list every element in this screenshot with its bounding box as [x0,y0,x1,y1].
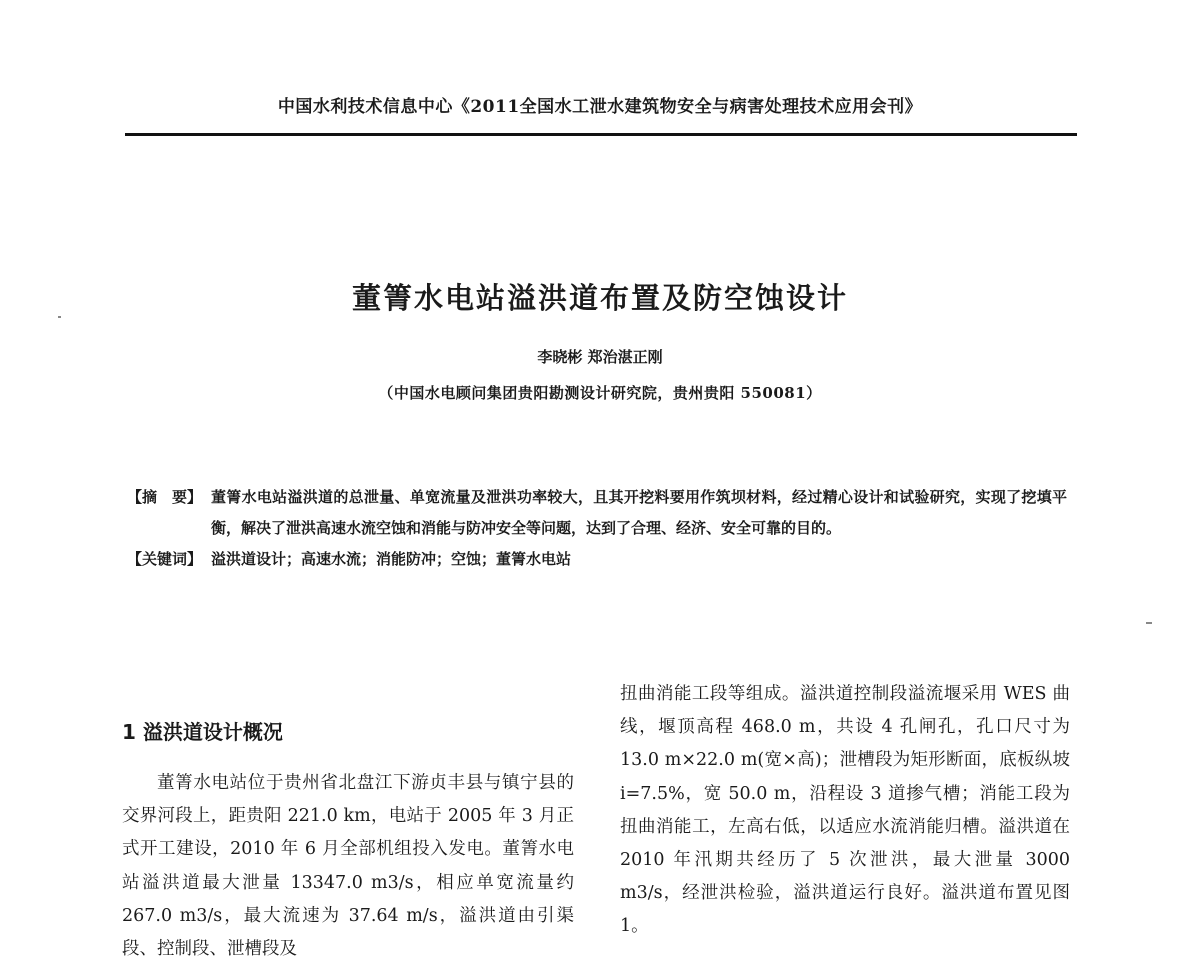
keywords-label: 【关键词】 [127,550,203,568]
keywords-row [127,544,1067,575]
abstract-text: 董箐水电站溢洪道的总泄量、单宽流量及泄洪功率较大，且其开挖料要用作筑坝材料，经过精心设计和试验研究，实现了挖填平衡，解决了泄洪高速水流空蚀和消能与防冲安全等问题，达到了合理、经济、安全可靠的目的。 [211,488,1067,537]
right-column [620,678,1070,944]
section-heading: 1 溢洪道设计概况 [122,720,283,744]
scan-speck [58,316,61,318]
abstract-block [127,482,1067,575]
paper-title: 董箐水电站溢洪道布置及防空蚀设计 [351,281,848,315]
abstract-label: 【摘 要】 [127,488,203,506]
abstract-row [127,482,1067,544]
body-paragraph-left: 董箐水电站位于贵州省北盘江下游贞丰县与镇宁县的交界河段上，距贵阳 221.0 km，电站于 2005 年 3 月正式开工建设，2010 年 6 月全部机组投入发电。董箐水电站溢洪道最大泄量 13347.0 m3/s，相应单宽流量约 267.0 m3/s，最大流速为 37.64 m/s，溢洪道由引渠段、控制段、泄槽段及 [122,773,574,960]
body-paragraph-right: 扭曲消能工段等组成。溢洪道控制段溢流堰采用 WES 曲线，堰顶高程 468.0 m，共设 4 孔闸孔，孔口尺寸为 13.0 m×22.0 m(宽×高)；泄槽段为矩形断面，底板纵坡 i=7.5%，宽 50.0 m，沿程设 3 道掺气槽；消能工段为扭曲消能工，左高右低，以适应水流消能归槽。溢洪道在 2010 年汛期共经历了 5 次泄洪，最大泄量 3000 m3/s，经泄洪检验，溢洪道运行良好。溢洪道布置见图 1。 [620,684,1070,937]
running-header: 中国水利技术信息中心《2011全国水工泄水建筑物安全与病害处理技术应用会刊》 [277,97,923,117]
keywords-text: 溢洪道设计；高速水流；消能防冲；空蚀；董箐水电站 [211,550,572,568]
left-column [122,715,574,966]
affiliation: （中国水电顾问集团贵阳勘测设计研究院，贵州贵阳 550081） [378,384,822,402]
author-list: 李晓彬 郑治湛正刚 [537,348,663,366]
scan-speck [1146,622,1152,624]
header-rule [125,133,1077,136]
